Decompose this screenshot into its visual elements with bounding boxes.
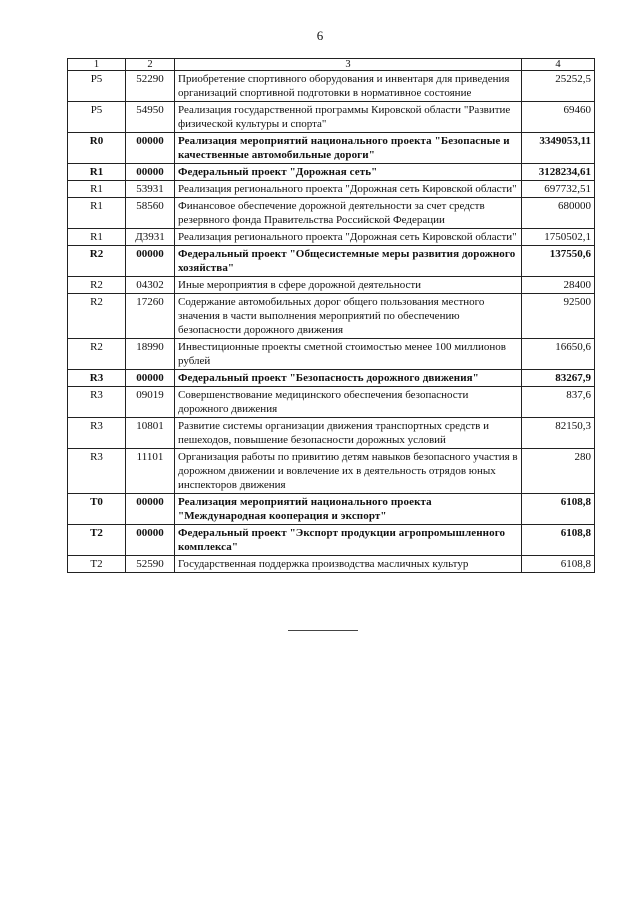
section-code-cell: R2 (68, 294, 126, 339)
table-row (68, 164, 595, 181)
column-header-3: 3 (175, 59, 522, 71)
section-code-cell: R3 (68, 370, 126, 387)
amount-cell: 137550,6 (522, 246, 595, 277)
section-code-cell: R3 (68, 387, 126, 418)
description-cell: Совершенствование медицинского обеспечения безопасности дорожного движения (175, 387, 522, 418)
item-code-cell: 00000 (126, 370, 175, 387)
section-code-cell: P5 (68, 102, 126, 133)
section-code-cell: R1 (68, 164, 126, 181)
item-code-cell: Д3931 (126, 229, 175, 246)
section-code-cell: R2 (68, 339, 126, 370)
section-code-cell: R3 (68, 449, 126, 494)
amount-cell: 25252,5 (522, 71, 595, 102)
section-code-cell: P5 (68, 71, 126, 102)
description-cell: Реализация мероприятий национального проекта "Международная кооперация и экспорт" (175, 494, 522, 525)
section-code-cell: R2 (68, 277, 126, 294)
description-cell: Содержание автомобильных дорог общего пользования местного значения в части выполнения мероприятий по обеспечению безопасности дорожного движения (175, 294, 522, 339)
item-code-cell: 00000 (126, 494, 175, 525)
budget-table (67, 58, 595, 573)
section-code-cell: R1 (68, 181, 126, 198)
table-row (68, 339, 595, 370)
amount-cell: 92500 (522, 294, 595, 339)
section-code-cell: T2 (68, 525, 126, 556)
item-code-cell: 09019 (126, 387, 175, 418)
page-number: 6 (316, 28, 324, 43)
description-cell: Реализация регионального проекта "Дорожная сеть Кировской области" (175, 229, 522, 246)
table-row (68, 246, 595, 277)
amount-cell: 1750502,1 (522, 229, 595, 246)
column-header-2: 2 (126, 59, 175, 71)
amount-cell: 697732,51 (522, 181, 595, 198)
description-cell: Приобретение спортивного оборудования и инвентаря для приведения организаций спортивной подготовки в нормативное состояние (175, 71, 522, 102)
column-header-1: 1 (68, 59, 126, 71)
amount-cell: 69460 (522, 102, 595, 133)
table-row (68, 181, 595, 198)
item-code-cell: 17260 (126, 294, 175, 339)
description-cell: Федеральный проект "Безопасность дорожного движения" (175, 370, 522, 387)
description-cell: Реализация государственной программы Кировской области "Развитие физической культуры и спорта" (175, 102, 522, 133)
item-code-cell: 53931 (126, 181, 175, 198)
amount-cell: 837,6 (522, 387, 595, 418)
table-row (68, 294, 595, 339)
amount-cell: 3128234,61 (522, 164, 595, 181)
table-row (68, 71, 595, 102)
item-code-cell: 58560 (126, 198, 175, 229)
amount-cell: 82150,3 (522, 418, 595, 449)
table-header-row (68, 59, 595, 71)
table-row (68, 198, 595, 229)
amount-cell: 28400 (522, 277, 595, 294)
description-cell: Организация работы по привитию детям навыков безопасного участия в дорожном движении и вовлечение их в деятельность отрядов юных инспекторов движения (175, 449, 522, 494)
item-code-cell: 00000 (126, 164, 175, 181)
item-code-cell: 52590 (126, 556, 175, 573)
item-code-cell: 10801 (126, 418, 175, 449)
table-row (68, 556, 595, 573)
description-cell: Федеральный проект "Экспорт продукции агропромышленного комплекса" (175, 525, 522, 556)
item-code-cell: 52290 (126, 71, 175, 102)
item-code-cell: 00000 (126, 133, 175, 164)
table-row (68, 277, 595, 294)
section-code-cell: T0 (68, 494, 126, 525)
table-row (68, 387, 595, 418)
section-code-cell: R0 (68, 133, 126, 164)
table-row (68, 133, 595, 164)
item-code-cell: 04302 (126, 277, 175, 294)
section-code-cell: R3 (68, 418, 126, 449)
description-cell: Федеральный проект "Общесистемные меры развития дорожного хозяйства" (175, 246, 522, 277)
table-row (68, 494, 595, 525)
amount-cell: 83267,9 (522, 370, 595, 387)
amount-cell: 3349053,11 (522, 133, 595, 164)
table-row (68, 418, 595, 449)
item-code-cell: 54950 (126, 102, 175, 133)
item-code-cell: 11101 (126, 449, 175, 494)
section-code-cell: R1 (68, 229, 126, 246)
section-code-cell: T2 (68, 556, 126, 573)
description-cell: Развитие системы организации движения транспортных средств и пешеходов, повышение безопасности дорожных условий (175, 418, 522, 449)
item-code-cell: 00000 (126, 246, 175, 277)
amount-cell: 680000 (522, 198, 595, 229)
end-of-table-rule (288, 630, 358, 631)
description-cell: Инвестиционные проекты сметной стоимостью менее 100 миллионов рублей (175, 339, 522, 370)
description-cell: Федеральный проект "Дорожная сеть" (175, 164, 522, 181)
section-code-cell: R2 (68, 246, 126, 277)
description-cell: Финансовое обеспечение дорожной деятельности за счет средств резервного фонда Правительства Российской Федерации (175, 198, 522, 229)
column-header-4: 4 (522, 59, 595, 71)
description-cell: Государственная поддержка производства масличных культур (175, 556, 522, 573)
amount-cell: 6108,8 (522, 525, 595, 556)
table-row (68, 525, 595, 556)
description-cell: Иные мероприятия в сфере дорожной деятельности (175, 277, 522, 294)
table-row (68, 102, 595, 133)
amount-cell: 16650,6 (522, 339, 595, 370)
amount-cell: 6108,8 (522, 494, 595, 525)
table-row (68, 449, 595, 494)
item-code-cell: 00000 (126, 525, 175, 556)
description-cell: Реализация мероприятий национального проекта "Безопасные и качественные автомобильные дороги" (175, 133, 522, 164)
table-row (68, 229, 595, 246)
description-cell: Реализация регионального проекта "Дорожная сеть Кировской области" (175, 181, 522, 198)
budget-table-body (68, 59, 595, 573)
amount-cell: 280 (522, 449, 595, 494)
item-code-cell: 18990 (126, 339, 175, 370)
table-row (68, 370, 595, 387)
section-code-cell: R1 (68, 198, 126, 229)
amount-cell: 6108,8 (522, 556, 595, 573)
